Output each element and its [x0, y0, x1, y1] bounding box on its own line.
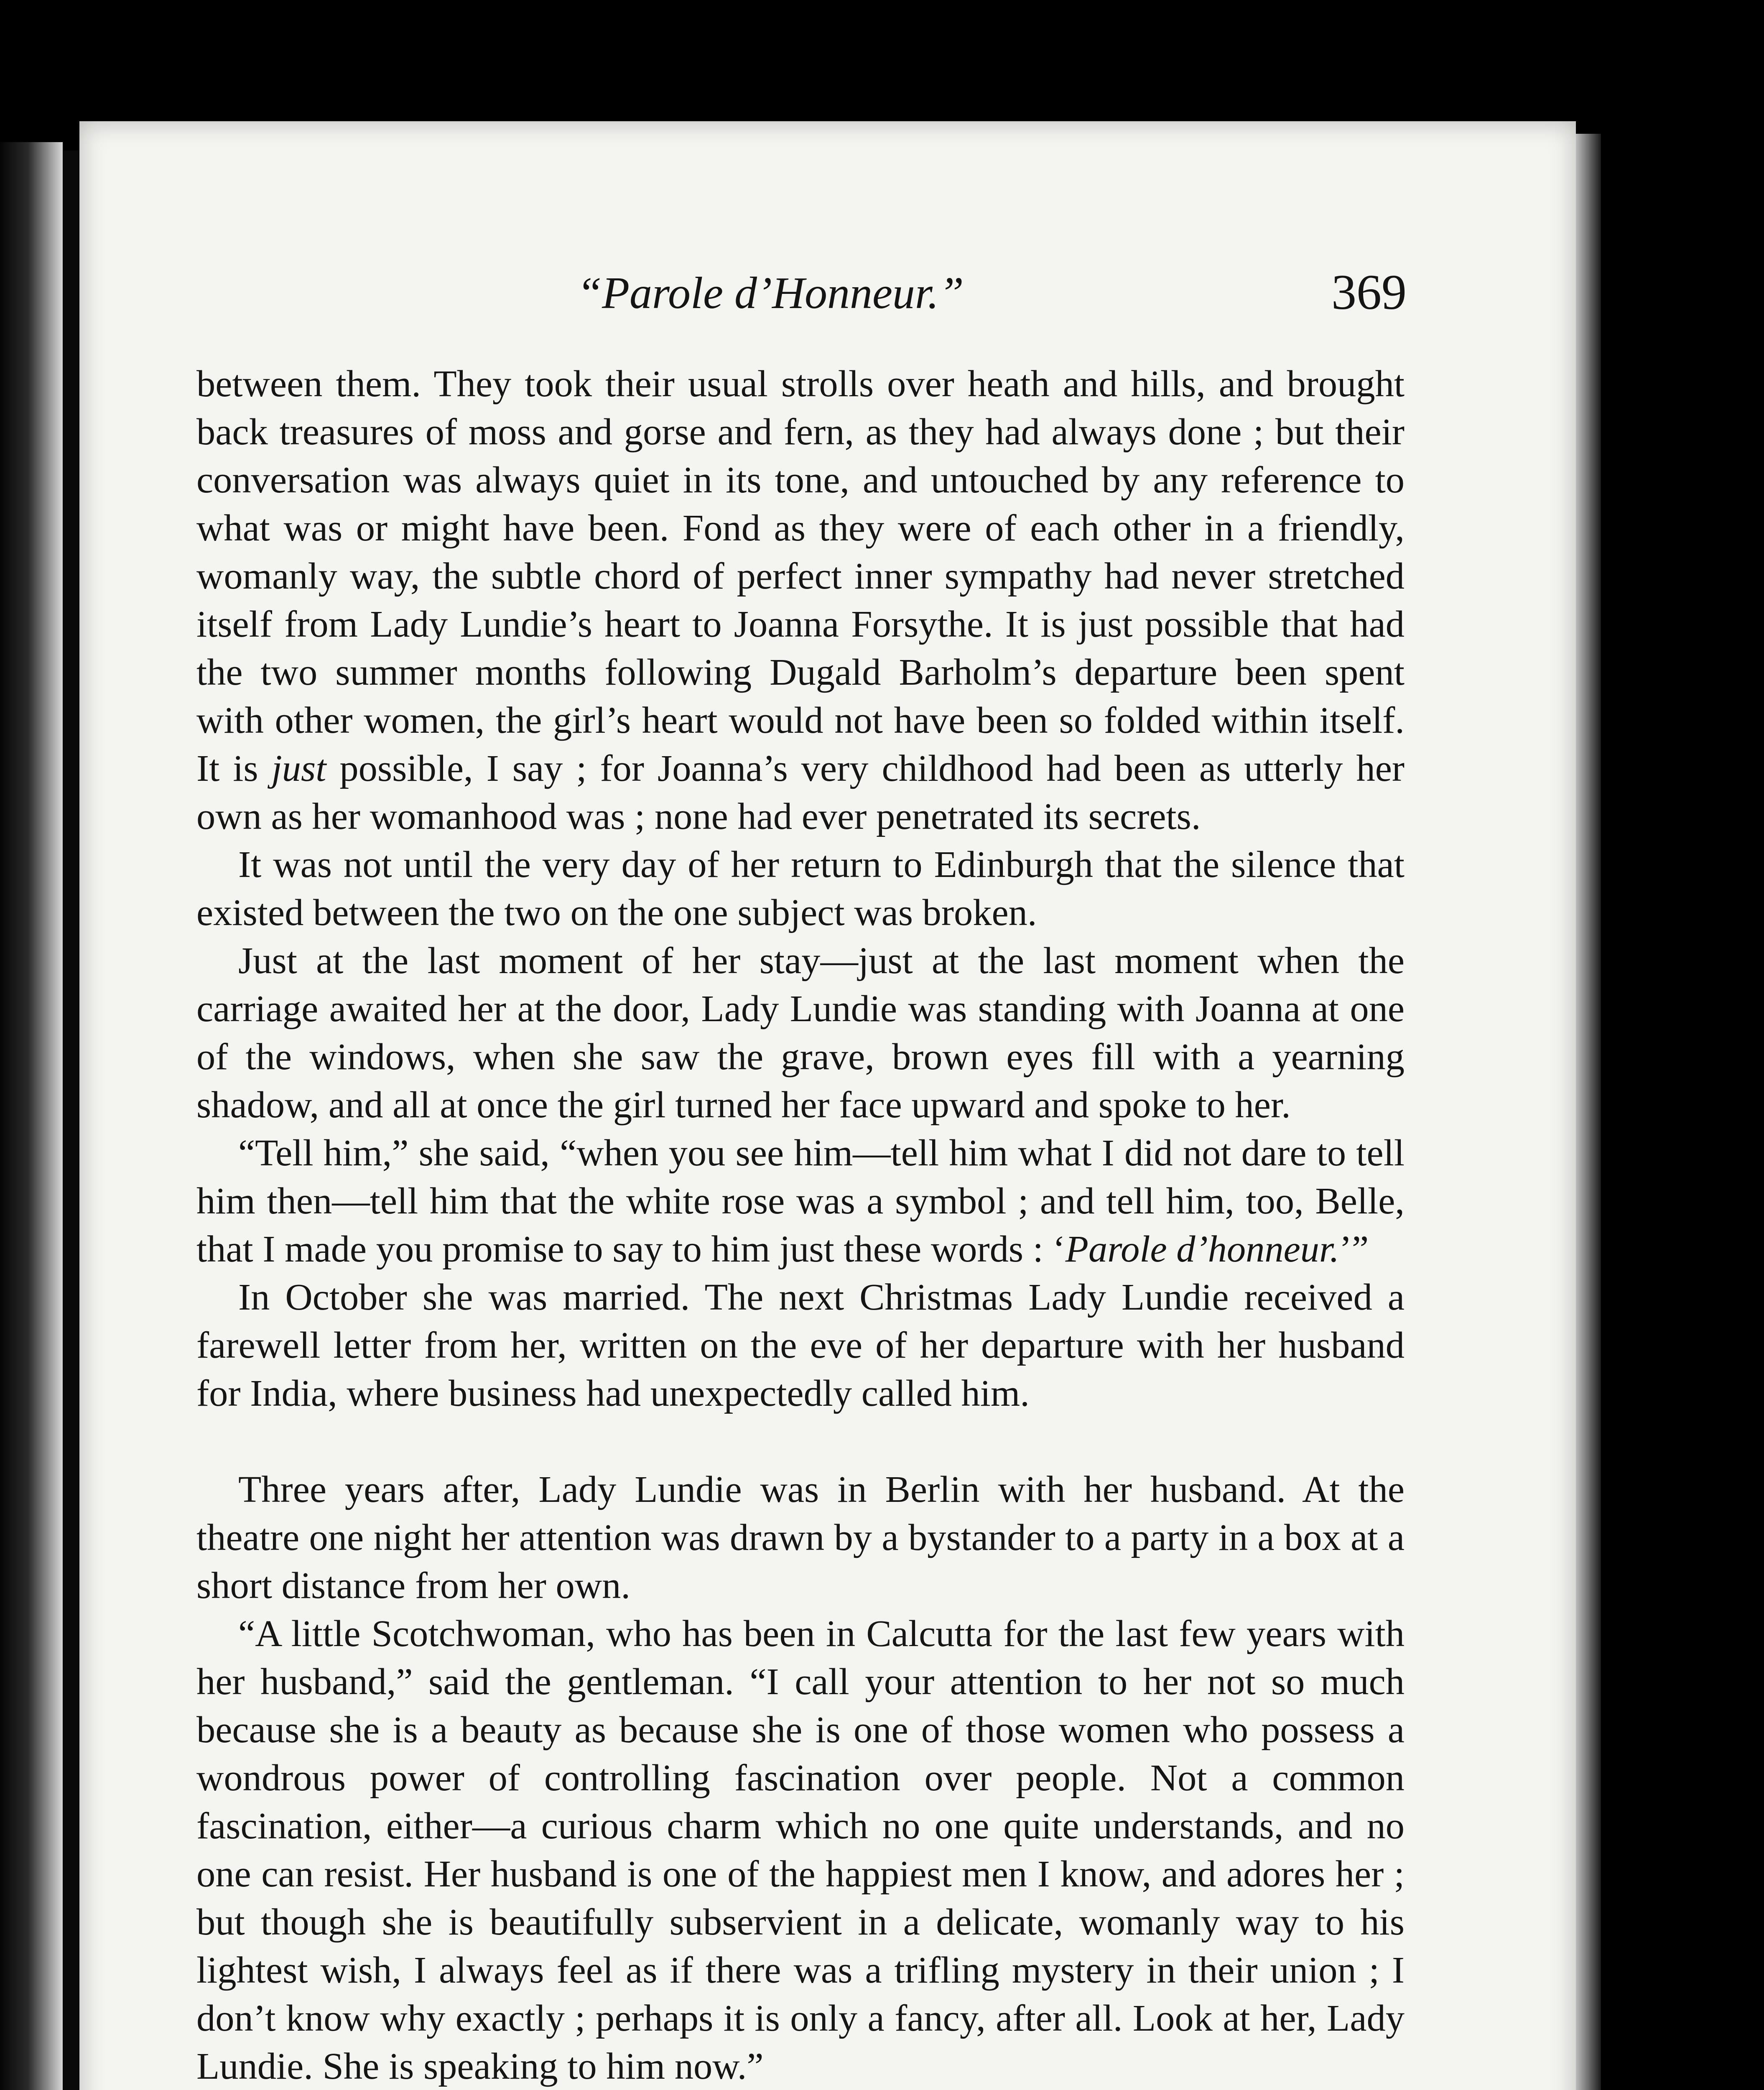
italic-emphasis: just [271, 747, 326, 789]
paragraph: It was not until the very day of her return to Edinburgh that the silence that existed between the two on the one subject was broken. [196, 843, 1405, 933]
paragraph: Just at the last moment of her stay—just at the last moment when the carriage awaited her at the door, Lady Lundie was standing with Joanna at one of the windows, when she saw the grave, brown eyes fill with a yearning shadow, and all at once the girl turned her face upward and spoke to her. [196, 939, 1405, 1126]
paragraph: “Tell him,” she said, “when you see him—tell him what I did not dare to tell him then—tell him that the white rose was a symbol ; and tell him, too, Belle, that I made you promise to say to him just these words : ‘Parole d’honneur.’” [196, 1132, 1405, 1270]
paragraph: between them. They took their usual strolls over heath and hills, and brought back treasures of moss and gorse and fern, as they had always done ; but their conversation was always quiet in its tone, and untouched by any reference to what was or might have been. Fond as they were of each other in a friendly, womanly way, the subtle chord of perfect inner sympathy had never stretched itself from Lady Lundie’s heart to Joanna Forsythe. It is just possible that had the two summer months following Dugald Barholm’s departure been spent with other women, the girl’s heart would not have been so folded within itself. It is just possible, I say ; for Joanna’s very childhood had been as utterly her own as her womanhood was ; none had ever penetrated its secrets. [196, 362, 1405, 837]
paragraph: In October she was married. The next Christmas Lady Lundie received a farewell letter from her, written on the eve of her departure with her husband for India, where business had unexpectedly called him. [196, 1276, 1405, 1414]
italic-emphasis: Parole d’honneur. [1065, 1228, 1339, 1270]
book-gutter [63, 150, 79, 2090]
previous-page-edge [0, 142, 63, 2090]
page-stack-edge [1576, 134, 1601, 2090]
page-number: 369 [1331, 264, 1407, 320]
paragraph: Three years after, Lady Lundie was in Berlin with her husband. At the theatre one night her attention was drawn by a bystander to a party in a box at a short distance from her own. [196, 1468, 1405, 1606]
running-head: “Parole d’Honneur.” [577, 268, 964, 318]
body-text [196, 359, 1405, 2090]
paragraph: “A little Scotchwoman, who has been in Calcutta for the last few years with her husband,” said the gentleman. “I call your attention to her not so much because she is a beauty as because she is one of those women who possess a wondrous power of controlling fascination over people. Not a common fascination, either—a curious charm which no one quite understands, and no one can resist. Her husband is one of the happiest men I know, and adores her ; but though she is beautifully subservient in a delicate, womanly way to his lightest wish, I always feel as if there was a trifling mystery in their union ; I don’t know why exactly ; perhaps it is only a fancy, after all. Look at her, Lady Lundie. She is speaking to him now.” [196, 1612, 1405, 2087]
